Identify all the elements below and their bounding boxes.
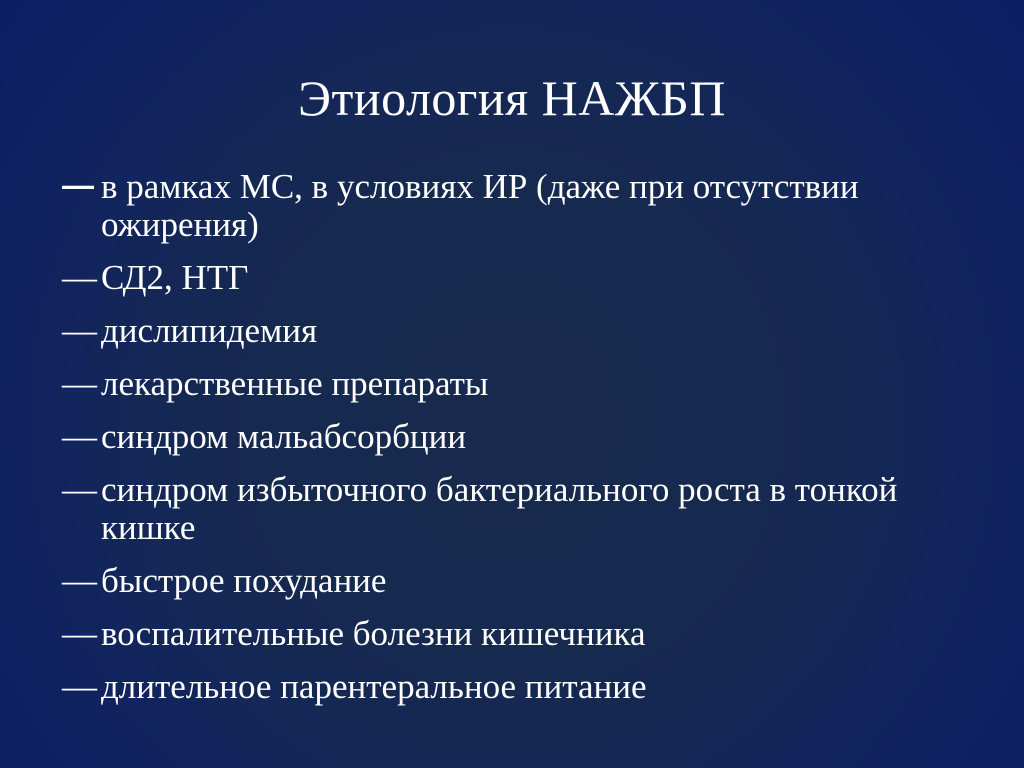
list-item-text: в рамках МС, в условиях ИР (даже при отсутствии ожирения): [101, 167, 859, 244]
list-item: [62, 668, 982, 706]
bullet-dash: —: [62, 667, 97, 706]
bullet-dash: —: [62, 470, 97, 509]
list-item: [62, 365, 982, 403]
bullet-dash: —: [62, 614, 97, 653]
list-item: [62, 259, 982, 297]
bullet-dash: —: [62, 364, 97, 403]
list-item-text: лекарственные препараты: [101, 364, 489, 403]
list-item: [62, 312, 982, 350]
list-item: [62, 418, 982, 456]
bullet-dash: —: [62, 167, 94, 203]
list-item: [62, 562, 982, 600]
list-item-text: синдром избыточного бактериального роста в тонкой кишке: [101, 470, 898, 547]
list-item: [62, 168, 982, 244]
etiology-list: [62, 168, 982, 721]
bullet-dash: —: [62, 561, 97, 600]
bullet-dash: —: [62, 311, 97, 350]
bullet-dash: —: [62, 258, 97, 297]
list-item-text: быстрое похудание: [101, 561, 387, 600]
list-item-text: СД2, НТГ: [101, 258, 249, 297]
slide-title: Этиология НАЖБП: [297, 70, 726, 126]
list-item: [62, 471, 982, 547]
list-item-text: дислипидемия: [101, 311, 318, 350]
bullet-dash: —: [62, 417, 97, 456]
list-item-text: синдром мальабсорбции: [101, 417, 467, 456]
list-item-text: длительное парентеральное питание: [101, 667, 647, 706]
list-item-text: воспалительные болезни кишечника: [101, 614, 646, 653]
list-item: [62, 615, 982, 653]
